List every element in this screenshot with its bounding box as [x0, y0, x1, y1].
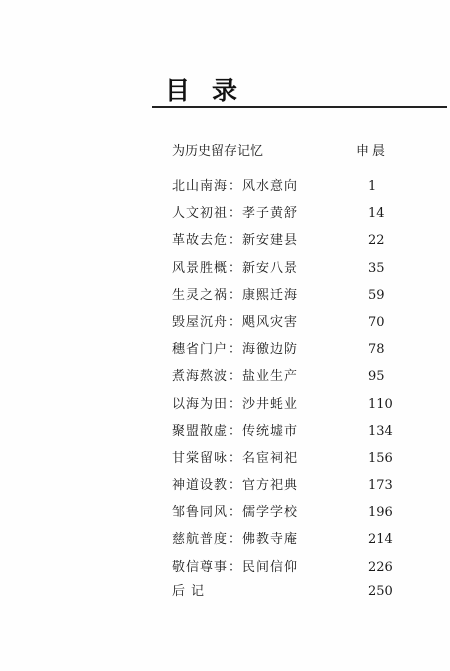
toc-entry-title: 敬信尊事：民间信仰 [172, 559, 299, 575]
toc-entry[interactable] [172, 423, 392, 450]
toc-entry-title: 风景胜概：新安八景 [172, 260, 299, 276]
toc-entry-title: 聚盟散虚：传统墟市 [172, 423, 299, 439]
toc-entry-page: 1 [368, 179, 377, 194]
toc-entry-title: 革故去危：新安建县 [172, 233, 299, 249]
preface-title: 为历史留存记忆 [172, 144, 264, 159]
toc-entry-page: 196 [368, 505, 393, 521]
afterword-page: 250 [368, 584, 393, 599]
toc-entry[interactable] [172, 477, 392, 504]
toc-entry-page: 173 [368, 478, 393, 494]
toc-entry-page: 70 [368, 314, 385, 330]
toc-entry[interactable] [172, 341, 392, 368]
toc-entry-page: 110 [368, 396, 393, 412]
toc-entry-title: 神道设教：官方祀典 [172, 478, 299, 494]
toc-entry-page: 214 [368, 532, 393, 548]
toc-entry-page: 78 [368, 342, 385, 358]
toc-entry-title: 生灵之祸：康熙迁海 [172, 287, 299, 303]
toc-entry-title: 甘棠留咏：名宦祠祀 [172, 450, 299, 466]
toc-entry-page: 22 [368, 233, 385, 249]
toc-entry[interactable] [172, 260, 392, 287]
toc-entry-title: 北山南海：风水意向 [172, 179, 299, 194]
toc-entry-page: 134 [368, 423, 393, 439]
toc-entry-page: 59 [368, 287, 385, 303]
toc-entry[interactable] [172, 504, 392, 531]
toc-entry[interactable] [172, 450, 392, 477]
toc-entry-title: 以海为田：沙井蚝业 [172, 396, 299, 412]
toc-entry[interactable] [172, 205, 392, 232]
toc-entry-page: 35 [368, 260, 385, 276]
toc-entry-title: 邹鲁同风：儒学学校 [172, 505, 299, 521]
toc-entry[interactable] [172, 232, 392, 259]
toc-list [172, 178, 392, 586]
toc-entry-page: 156 [368, 450, 393, 466]
title-rule [152, 106, 447, 108]
toc-entry[interactable] [172, 368, 392, 395]
toc-entry-page: 226 [368, 559, 393, 575]
toc-entry[interactable] [172, 287, 392, 314]
toc-entry[interactable] [172, 396, 392, 423]
page-title: 目录 [165, 76, 260, 105]
toc-entry[interactable] [172, 178, 392, 205]
toc-entry-title: 人文初祖：孝子黄舒 [172, 206, 299, 222]
toc-entry-title: 穗省门户：海徼边防 [172, 342, 299, 358]
toc-entry-title: 煮海熬波：盐业生产 [172, 369, 299, 385]
toc-entry[interactable] [172, 531, 392, 558]
toc-entry[interactable] [172, 559, 392, 586]
preface-author: 申晨 [356, 144, 389, 159]
toc-entry[interactable] [172, 314, 392, 341]
toc-entry-title: 毁屋沉舟：飓风灾害 [172, 314, 299, 330]
afterword-title: 后记 [172, 584, 211, 599]
toc-entry-page: 95 [368, 369, 385, 385]
toc-entry-page: 14 [368, 206, 385, 222]
toc-entry-title: 慈航普度：佛教寺庵 [172, 532, 299, 548]
